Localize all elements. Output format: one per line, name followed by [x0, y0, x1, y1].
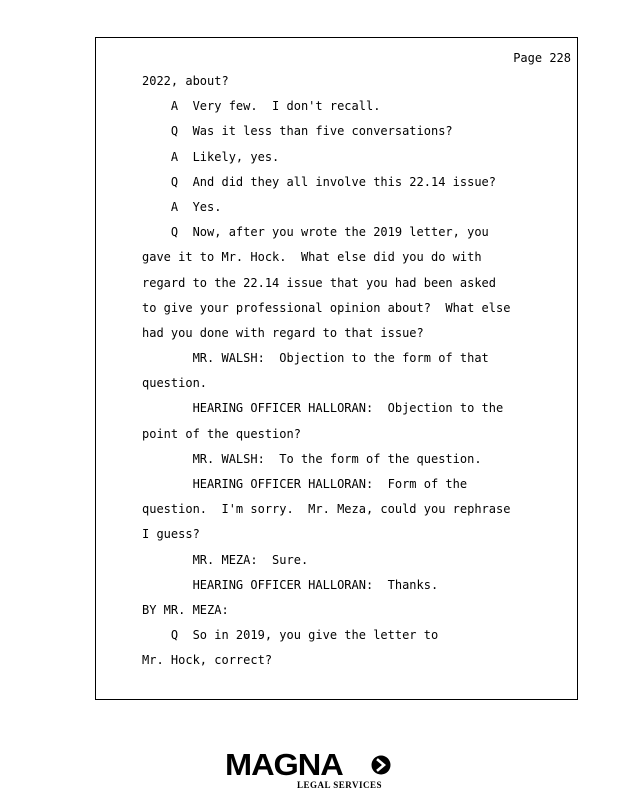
transcript-line: MR. WALSH: To the form of the question.	[142, 451, 482, 466]
transcript-line: question. I'm sorry. Mr. Meza, could you rephrase	[142, 502, 511, 517]
transcript-line: Q So in 2019, you give the letter to	[142, 628, 439, 643]
transcript-line: gave it to Mr. Hock. What else did you do with	[142, 250, 482, 265]
transcript-line: BY MR. MEZA:	[142, 602, 229, 617]
transcript-line: had you done with regard to that issue?	[142, 325, 424, 340]
transcript-line: A Likely, yes.	[142, 149, 280, 164]
transcript-line: A Very few. I don't recall.	[142, 99, 381, 114]
transcript-page	[95, 37, 578, 700]
transcript-line: Q And did they all involve this 22.14 issue?	[142, 174, 497, 189]
logo-subtitle: LEGAL SERVICES	[297, 780, 382, 790]
transcript-line: HEARING OFFICER HALLORAN: Objection to the	[142, 401, 504, 416]
transcript-line: question.	[142, 376, 208, 391]
logo-wordmark: MAGNA	[225, 747, 343, 782]
transcript-line: point of the question?	[142, 426, 301, 441]
transcript-line: I guess?	[142, 527, 200, 542]
transcript-body	[142, 72, 572, 677]
magna-logo	[225, 748, 400, 794]
transcript-line: Q Was it less than five conversations?	[142, 124, 453, 139]
transcript-line: MR. MEZA: Sure.	[142, 552, 309, 567]
page-number: Page 228	[513, 51, 571, 65]
transcript-line: Mr. Hock, correct?	[142, 653, 273, 668]
transcript-line: MR. WALSH: Objection to the form of that	[142, 351, 489, 366]
transcript-line: Q Now, after you wrote the 2019 letter, you	[142, 225, 489, 240]
transcript-line: HEARING OFFICER HALLORAN: Form of the	[142, 477, 468, 491]
transcript-line: 2022, about?	[142, 74, 229, 88]
transcript-line: HEARING OFFICER HALLORAN: Thanks.	[142, 577, 439, 592]
transcript-line: to give your professional opinion about? What else	[142, 300, 511, 315]
transcript-line: A Yes.	[142, 199, 222, 214]
chevron-right-circle-icon	[371, 755, 391, 775]
transcript-line: regard to the 22.14 issue that you had been asked	[142, 275, 497, 290]
